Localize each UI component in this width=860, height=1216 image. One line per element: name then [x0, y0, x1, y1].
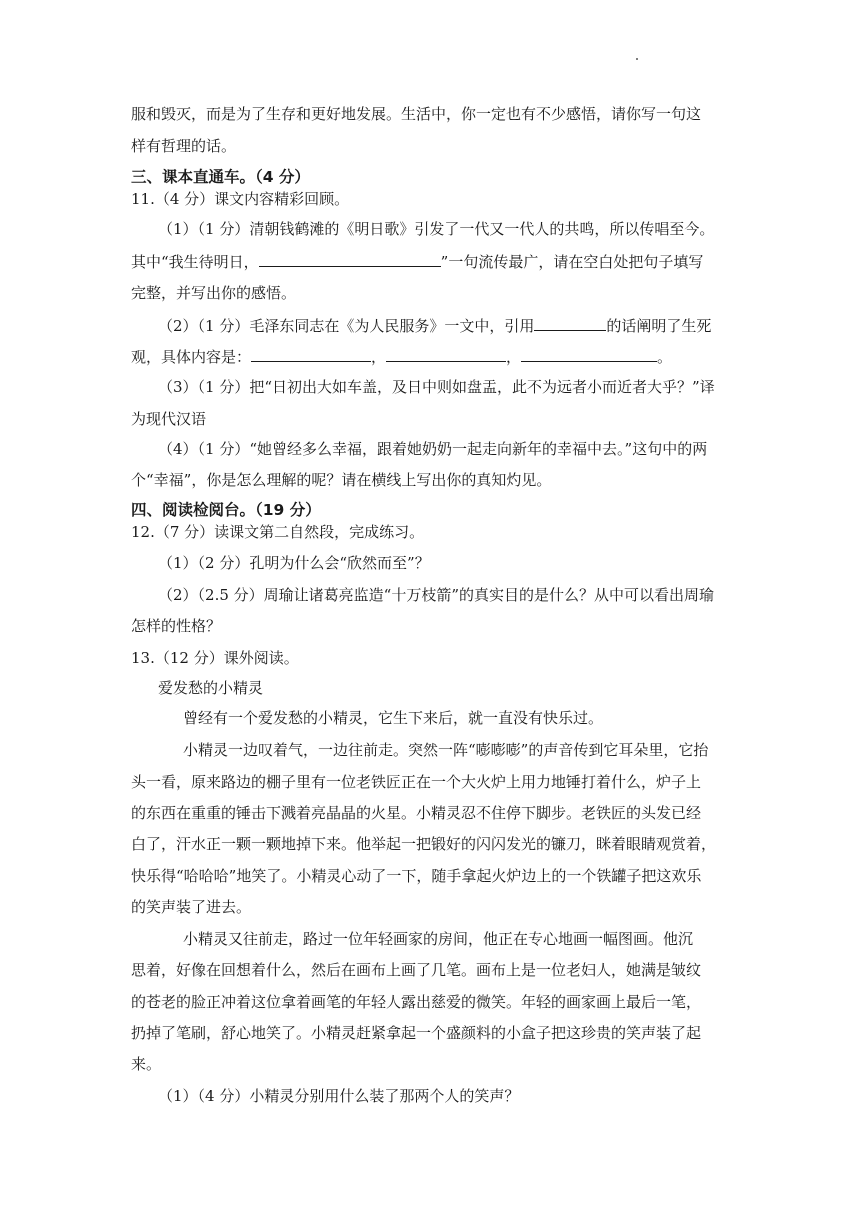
q12-part2-line1: （2）（2.5 分）周瑜让诸葛亮监造“十万枝箭”的真实目的是什么？从中可以看出周瑜 [158, 586, 715, 604]
story-para-2-line-4: 白了，汗水正一颗一颗地掉下来。他举起一把锻好的闪闪发光的镰刀，眯着眼睛观赏着， [131, 835, 717, 853]
section-4-heading: 四、阅读检阅台。（19 分） [131, 501, 321, 519]
intro-line-1: 服和毁灭，而是为了生存和更好地发展。生活中，你一定也有不少感悟，请你写一句这 [131, 105, 702, 123]
q12-part1: （1）（2 分）孔明为什么会“欣然而至”？ [158, 554, 430, 572]
separator: ， [371, 348, 387, 366]
story-para-3-line-4: 扔掉了笔刷，舒心地笑了。小精灵赶紧拿起一个盛颜料的小盒子把这珍贵的笑声装了起 [131, 1024, 702, 1042]
answer-blank[interactable] [259, 251, 441, 267]
story-para-2-line-3: 的东西在重重的锤击下溅着亮晶晶的火星。小精灵忍不住停下脚步。老铁匠的头发已经 [131, 804, 702, 822]
q11-part4-line1: （4）（1 分）“她曾经多么幸福，跟着她奶奶一起走向新年的幸福中去。”这句中的两 [158, 440, 708, 458]
story-para-2-line-5: 快乐得“哈哈哈”地笑了。小精灵心动了一下，随手拿起火炉边上的一个铁罐子把这欢乐 [131, 867, 702, 885]
answer-blank[interactable] [534, 315, 606, 331]
q12-part2-line2: 怎样的性格？ [131, 617, 222, 635]
q11-part3-line1: （3）（1 分）把“日初出大如车盖，及日中则如盘盂，此不为远者小而近者大乎？”译 [158, 378, 715, 396]
q11-part1-line2 [131, 251, 703, 272]
separator: ， [506, 348, 522, 366]
q11-part2-text-c: 观，具体内容是： [131, 348, 252, 366]
q11-part4-line2: 个“幸福”，你是怎么理解的呢？请在横线上写出你的真知灼见。 [131, 471, 552, 489]
q11-part3-line2: 为现代汉语 [131, 410, 207, 428]
section-3-heading: 三、课本直通车。（4 分） [131, 168, 310, 186]
story-para-1: 曾经有一个爱发愁的小精灵，它生下来后，就一直没有快乐过。 [183, 709, 604, 727]
story-para-2-line-2: 头一看，原来路边的棚子里有一位老铁匠正在一个大火炉上用力地锤打着什么，炉子上 [131, 773, 702, 791]
q11-part2-text-b: 的话阐明了生死 [606, 317, 712, 335]
q11-part1-line1: （1）（1 分）清朝钱鹤滩的《明日歌》引发了一代又一代人的共鸣，所以传唱至今。 [158, 220, 715, 238]
answer-blank[interactable] [521, 346, 657, 362]
q11-part1-line3: 完整，并写出你的感悟。 [131, 284, 297, 302]
story-para-2-line-1: 小精灵一边叹着气，一边往前走。突然一阵“嘭嘭嘭”的声音传到它耳朵里，它抬 [183, 741, 709, 759]
q11-stem: 11.（4 分）课文内容精彩回顾。 [131, 190, 350, 208]
q11-part1-text-b: ”一句流传最广，请在空白处把句子填写 [440, 253, 704, 271]
answer-blank[interactable] [386, 346, 506, 362]
story-para-3-line-3: 的苍老的脸正冲着这位拿着画笔的年轻人露出慈爱的微笑。年轻的画家画上最后一笔， [131, 993, 702, 1011]
intro-line-2: 样有哲理的话。 [131, 137, 237, 155]
q11-part2-text-a: （2）（1 分）毛泽东同志在《为人民服务》一文中，引用 [158, 317, 535, 335]
q12-stem: 12.（7 分）读课文第二自然段，完成练习。 [131, 523, 425, 541]
q13-stem: 13.（12 分）课外阅读。 [131, 649, 299, 667]
story-title: 爱发愁的小精灵 [158, 679, 264, 697]
q11-part2-line1 [158, 315, 711, 336]
q11-part2-line2 [131, 346, 672, 367]
story-para-3-line-2: 思着，好像在回想着什么，然后在画布上画了几笔。画布上是一位老妇人，她满是皱纹 [131, 961, 702, 979]
story-para-3-line-1: 小精灵又往前走，路过一位年轻画家的房间，他正在专心地画一幅图画。他沉 [183, 930, 694, 948]
page-mark-dot [636, 58, 638, 60]
q13-part1: （1）（4 分）小精灵分别用什么装了那两个人的笑声？ [158, 1087, 520, 1105]
answer-blank[interactable] [251, 346, 371, 362]
story-para-3-line-5: 来。 [131, 1055, 162, 1073]
story-para-2-line-6: 的笑声装了进去。 [131, 898, 252, 916]
q11-part1-text-a: 其中“我生待明日， [131, 253, 259, 271]
terminator: 。 [657, 348, 673, 366]
